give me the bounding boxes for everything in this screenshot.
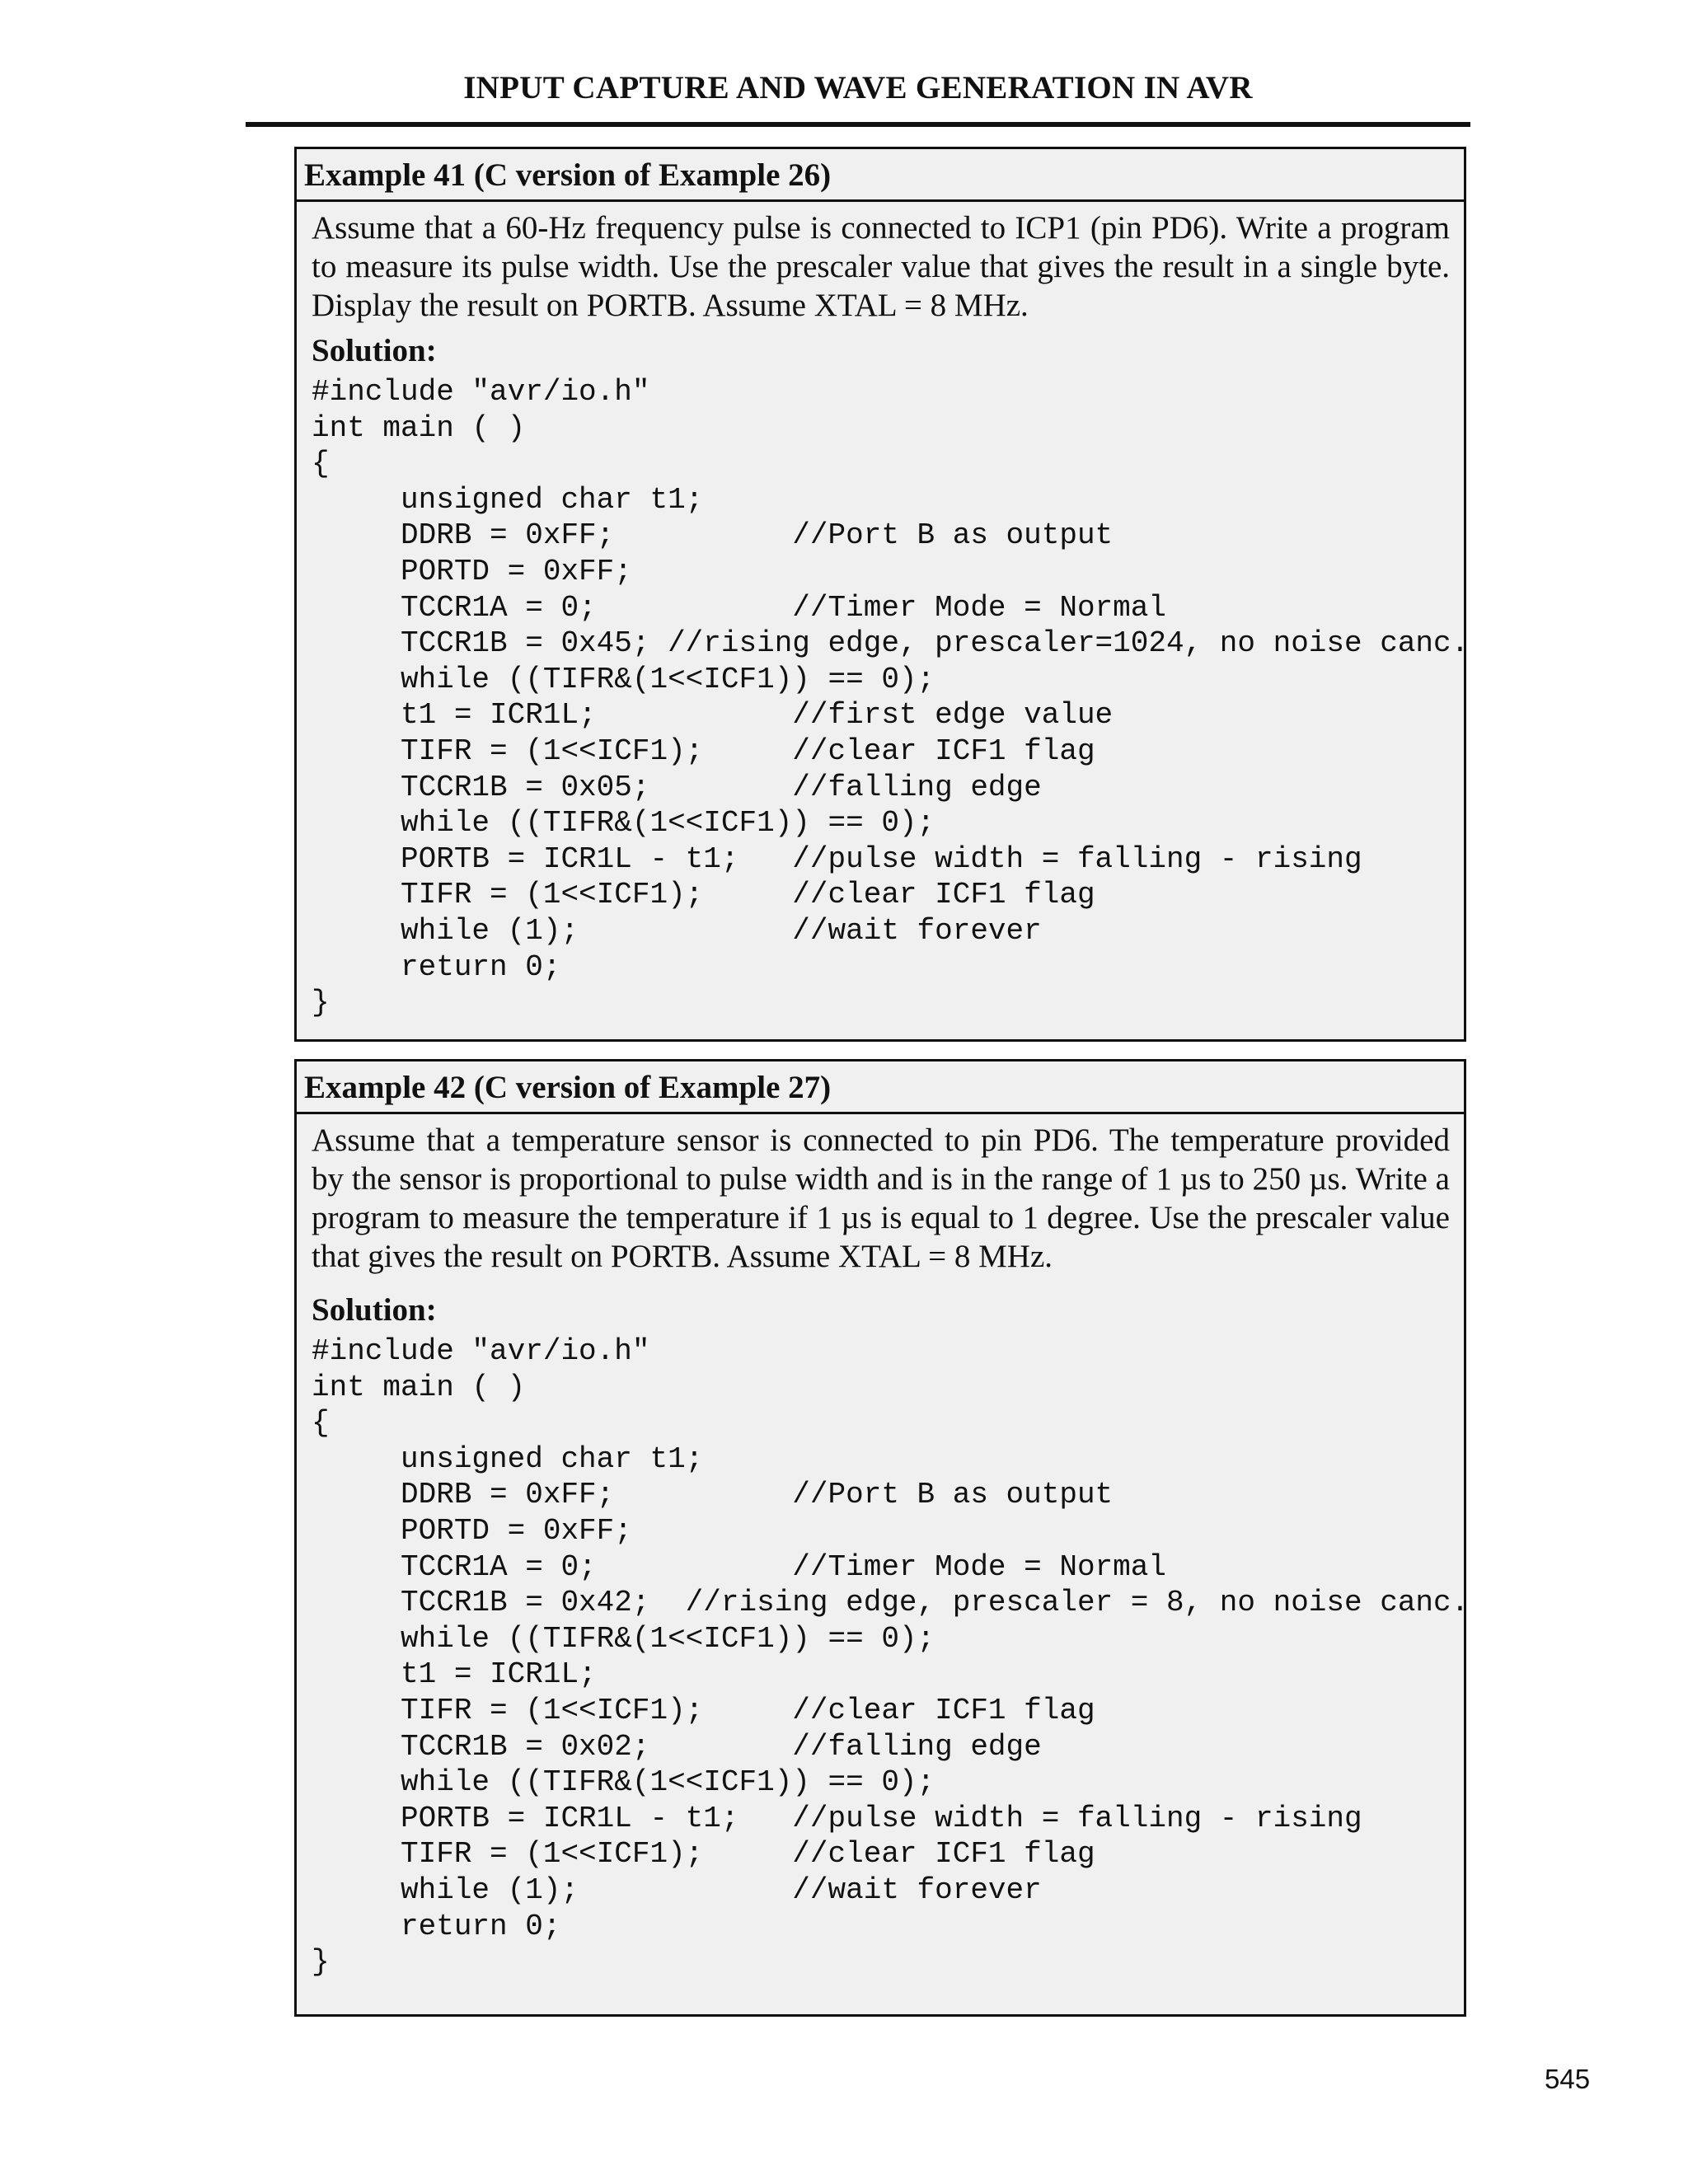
- problem-statement: Assume that a 60-Hz frequency pulse is connected to ICP1 (pin PD6). Write a program to measure its pulse width. Use the prescaler value that gives the result in a single byte. Display the result on PORTB. Assume XTAL = 8 MHz.: [312, 210, 1450, 323]
- solution-label: Solution:: [312, 1292, 437, 1328]
- code-listing: #include "avr/io.h" int main ( ) { unsigned char t1; DDRB = 0xFF; //Port B as output PORTD = 0xFF; TCCR1A = 0; //Timer Mode = Normal TCCR1B = 0x42; //rising edge, prescaler = 8, no noise canc. while ((TIFR&(1<<ICF1)) == 0); t1 = ICR1L; TIFR = (1<<ICF1); //clear ICF1 flag TCCR1B = 0x02; //falling edge while ((TIFR&(1<<ICF1)) == 0); PORTB = ICR1L - t1; //pulse width = falling - rising TIFR = (1<<ICF1); //clear ICF1 flag while (1); //wait forever return 0; }: [312, 1334, 1470, 1980]
- example-body: [297, 209, 1470, 1021]
- running-head: INPUT CAPTURE AND WAVE GENERATION IN AVR: [463, 70, 1253, 105]
- example-41-box: [294, 147, 1470, 1042]
- code-listing: #include "avr/io.h" int main ( ) { unsigned char t1; DDRB = 0xFF; //Port B as output PORTD = 0xFF; TCCR1A = 0; //Timer Mode = Normal TCCR1B = 0x45; //rising edge, prescaler=1024, no noise canc. while ((TIFR&(1<<ICF1)) == 0); t1 = ICR1L; //first edge value TIFR = (1<<ICF1); //clear ICF1 flag TCCR1B = 0x05; //falling edge while ((TIFR&(1<<ICF1)) == 0); PORTB = ICR1L - t1; //pulse width = falling - rising TIFR = (1<<ICF1); //clear ICF1 flag while (1); //wait forever return 0; }: [312, 375, 1470, 1020]
- header-rule: [246, 122, 1470, 127]
- example-body: [297, 1121, 1470, 1980]
- example-title: Example 42 (C version of Example 27): [297, 1062, 1464, 1114]
- solution-label: Solution:: [312, 333, 437, 368]
- example-title: Example 41 (C version of Example 26): [297, 149, 1464, 202]
- example-42-box: [294, 1059, 1470, 2017]
- page-number: 545: [1545, 2064, 1591, 2094]
- problem-statement: Assume that a temperature sensor is connected to pin PD6. The temperature provided by the sensor is proportional to pulse width and is in the range of 1 µs to 250 µs. Write a program to measure the temperature if 1 µs is equal to 1 degree. Use the prescaler value that gives the result on PORTB. Assume XTAL = 8 MHz.: [312, 1122, 1450, 1274]
